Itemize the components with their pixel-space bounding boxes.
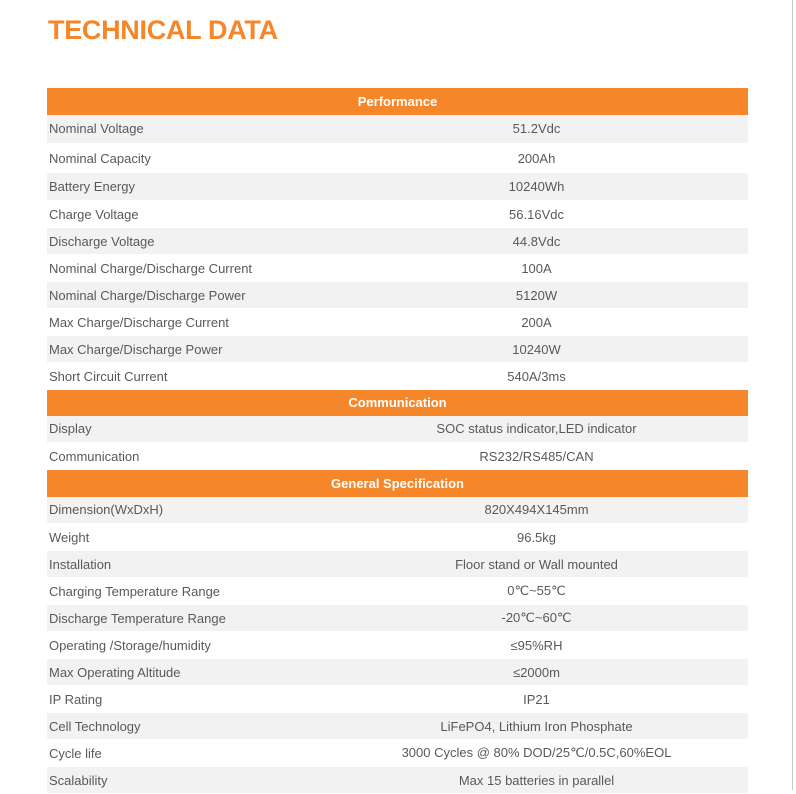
spec-row	[47, 173, 748, 201]
spec-value: 5120W	[327, 282, 748, 309]
section-header: Communication	[47, 390, 748, 416]
spec-label: Max Operating Altitude	[47, 659, 327, 686]
spec-label: Charging Temperature Range	[47, 578, 327, 605]
spec-row	[47, 309, 748, 336]
spec-row	[47, 659, 748, 686]
spec-value: 10240Wh	[327, 173, 748, 201]
section-header-row	[47, 470, 748, 497]
spec-value: IP21	[327, 686, 748, 713]
spec-value: 44.8Vdc	[327, 228, 748, 255]
spec-label: Nominal Voltage	[47, 115, 327, 144]
spec-value: SOC status indicator,LED indicator	[327, 416, 748, 443]
spec-row	[47, 605, 748, 632]
spec-label: Short Circuit Current	[47, 363, 327, 390]
spec-row	[47, 740, 748, 767]
spec-row	[47, 578, 748, 605]
spec-label: Nominal Capacity	[47, 144, 327, 173]
spec-row	[47, 686, 748, 713]
spec-row	[47, 363, 748, 390]
spec-table-body	[47, 88, 748, 794]
spec-label: Max Charge/Discharge Power	[47, 336, 327, 363]
spec-value: 51.2Vdc	[327, 115, 748, 144]
spec-table	[47, 87, 748, 794]
spec-value: 0℃~55℃	[327, 578, 748, 605]
spec-row	[47, 767, 748, 794]
spec-row	[47, 282, 748, 309]
spec-value: 10240W	[327, 336, 748, 363]
spec-value: Floor stand or Wall mounted	[327, 551, 748, 578]
spec-label: Cycle life	[47, 740, 327, 767]
spec-value: 100A	[327, 255, 748, 282]
spec-label: Discharge Voltage	[47, 228, 327, 255]
spec-value: 56.16Vdc	[327, 201, 748, 228]
spec-label: Communication	[47, 443, 327, 470]
spec-value: ≤2000m	[327, 659, 748, 686]
spec-row	[47, 632, 748, 659]
spec-label: Discharge Temperature Range	[47, 605, 327, 632]
spec-value: 200Ah	[327, 144, 748, 173]
spec-row	[47, 115, 748, 144]
spec-value: 820X494X145mm	[327, 497, 748, 524]
spec-label: Cell Technology	[47, 713, 327, 740]
spec-row	[47, 551, 748, 578]
section-header: Performance	[47, 88, 748, 115]
spec-label: Nominal Charge/Discharge Current	[47, 255, 327, 282]
page-border	[792, 0, 793, 790]
spec-row	[47, 336, 748, 363]
spec-row	[47, 228, 748, 255]
spec-value: 3000 Cycles @ 80% DOD/25℃/0.5C,60%EOL	[327, 740, 748, 767]
spec-row	[47, 524, 748, 551]
spec-label: Scalability	[47, 767, 327, 794]
spec-value: 200A	[327, 309, 748, 336]
spec-row	[47, 201, 748, 228]
spec-label: Installation	[47, 551, 327, 578]
spec-row	[47, 255, 748, 282]
spec-label: Display	[47, 416, 327, 443]
spec-label: Max Charge/Discharge Current	[47, 309, 327, 336]
spec-value: 96.5kg	[327, 524, 748, 551]
spec-label: Operating /Storage/humidity	[47, 632, 327, 659]
spec-row	[47, 144, 748, 173]
spec-label: Charge Voltage	[47, 201, 327, 228]
spec-value: RS232/RS485/CAN	[327, 443, 748, 470]
page-title: TECHNICAL DATA	[48, 15, 278, 45]
spec-label: Dimension(WxDxH)	[47, 497, 327, 524]
spec-label: Battery Energy	[47, 173, 327, 201]
spec-value: Max 15 batteries in parallel	[327, 767, 748, 794]
spec-label: Weight	[47, 524, 327, 551]
spec-label: Nominal Charge/Discharge Power	[47, 282, 327, 309]
spec-value: LiFePO4, Lithium Iron Phosphate	[327, 713, 748, 740]
spec-row	[47, 497, 748, 524]
section-header-row	[47, 390, 748, 416]
spec-row	[47, 443, 748, 470]
spec-row	[47, 713, 748, 740]
spec-value: -20℃~60℃	[327, 605, 748, 632]
spec-label: IP Rating	[47, 686, 327, 713]
section-header-row	[47, 88, 748, 115]
section-header: General Specification	[47, 470, 748, 497]
spec-value: ≤95%RH	[327, 632, 748, 659]
spec-row	[47, 416, 748, 443]
spec-value: 540A/3ms	[327, 363, 748, 390]
